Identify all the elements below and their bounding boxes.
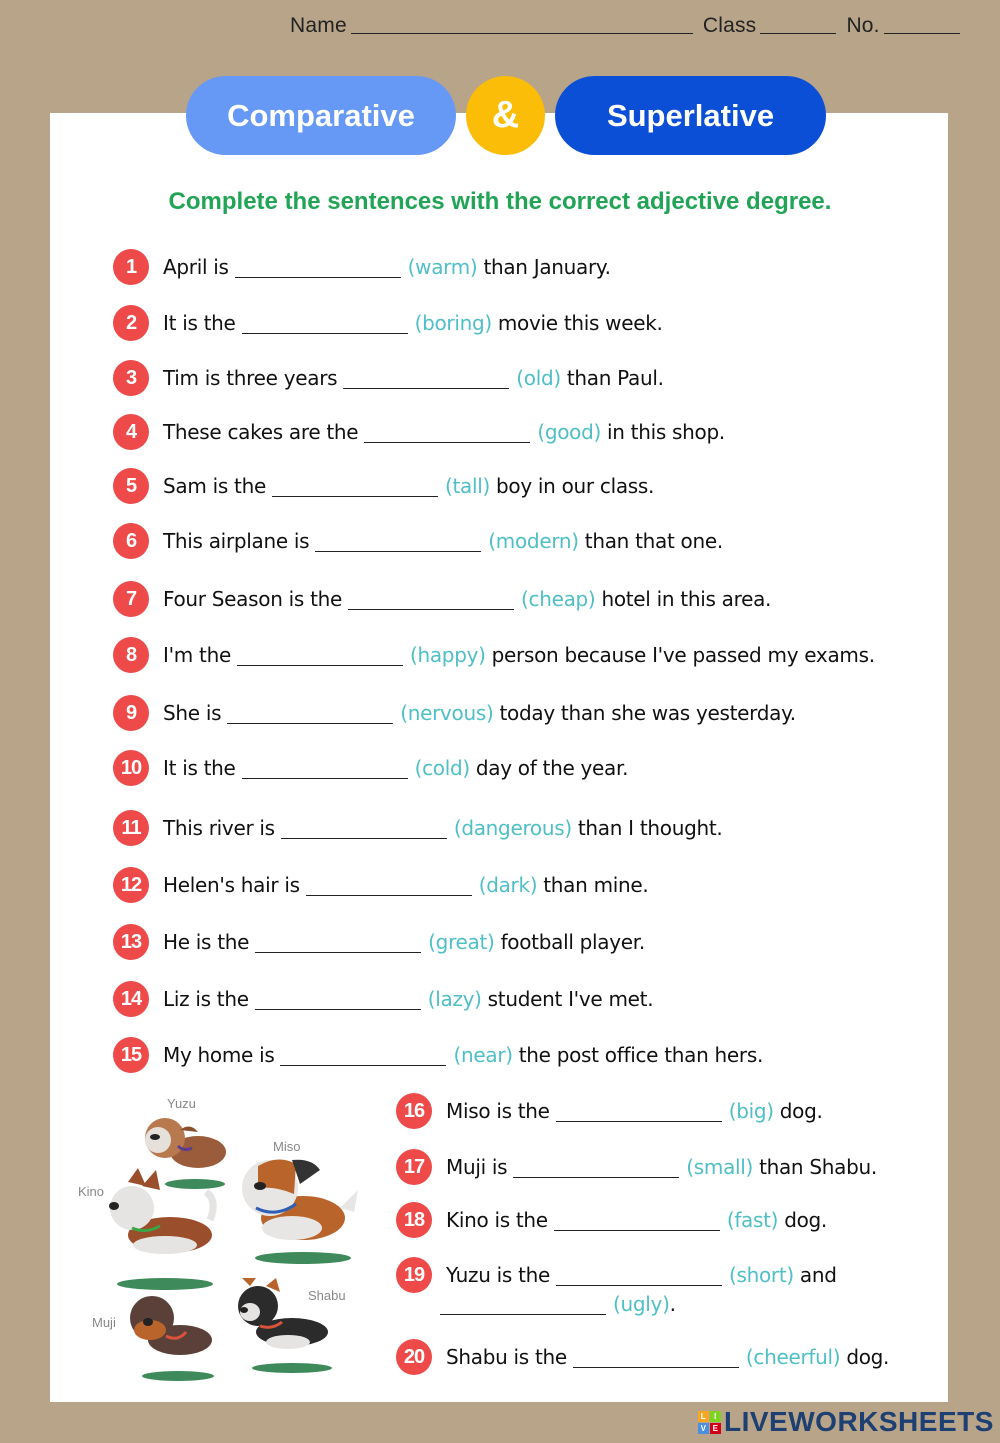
dogs-image bbox=[70, 1090, 370, 1390]
question-7 bbox=[113, 581, 771, 617]
question-text: . bbox=[669, 1292, 676, 1316]
question-8 bbox=[113, 637, 875, 673]
question-text: Yuzu is the bbox=[446, 1263, 550, 1287]
adjective-hint: (small) bbox=[686, 1155, 754, 1179]
question-number-badge: 16 bbox=[396, 1093, 432, 1129]
adjective-hint: (fast) bbox=[726, 1208, 779, 1232]
question-text: person because I've passed my exams. bbox=[491, 643, 875, 667]
question-1 bbox=[113, 249, 611, 285]
question-13 bbox=[113, 924, 645, 960]
question-number-badge: 2 bbox=[113, 305, 149, 341]
question-text: day of the year. bbox=[475, 756, 629, 780]
question-text: Sam is the bbox=[163, 474, 266, 498]
question-text: than that one. bbox=[584, 529, 723, 553]
question-text: than mine. bbox=[543, 873, 649, 897]
question-number-badge: 18 bbox=[396, 1202, 432, 1238]
brand-logo-icon bbox=[698, 1411, 721, 1434]
adjective-hint: (cold) bbox=[414, 756, 470, 780]
question-number-badge: 13 bbox=[113, 924, 149, 960]
adjective-hint: (big) bbox=[728, 1099, 774, 1123]
question-18 bbox=[396, 1202, 827, 1238]
question-text: dog. bbox=[779, 1099, 823, 1123]
question-15 bbox=[113, 1037, 763, 1073]
adjective-hint: (ugly) bbox=[613, 1292, 670, 1316]
question-number-badge: 19 bbox=[396, 1257, 432, 1293]
question-text: than Shabu. bbox=[759, 1155, 877, 1179]
adjective-hint: (lazy) bbox=[427, 987, 482, 1011]
answer-blank[interactable] bbox=[242, 313, 408, 334]
name-label: Name bbox=[290, 14, 347, 37]
question-text: student I've met. bbox=[487, 987, 654, 1011]
question-text: My home is bbox=[163, 1043, 275, 1067]
adjective-hint: (happy) bbox=[409, 643, 486, 667]
question-19-line-2 bbox=[440, 1292, 676, 1316]
logo-letter: I bbox=[710, 1411, 721, 1422]
adjective-hint: (great) bbox=[428, 930, 495, 954]
question-text: today than she was yesterday. bbox=[499, 701, 796, 725]
class-label: Class bbox=[702, 14, 757, 37]
liveworksheets-logo bbox=[698, 1406, 994, 1438]
answer-blank[interactable] bbox=[237, 645, 403, 666]
question-text: boy in our class. bbox=[495, 474, 655, 498]
dog-label-shabu: Shabu bbox=[308, 1288, 346, 1303]
question-16 bbox=[396, 1093, 823, 1129]
question-text: This airplane is bbox=[163, 529, 310, 553]
question-9 bbox=[113, 695, 796, 731]
adjective-hint: (boring) bbox=[414, 311, 492, 335]
question-19 bbox=[396, 1257, 837, 1293]
name-field[interactable] bbox=[351, 15, 693, 34]
question-text: Four Season is the bbox=[163, 587, 342, 611]
question-number-badge: 11 bbox=[113, 810, 149, 846]
adjective-hint: (good) bbox=[537, 420, 601, 444]
question-text: Muji is bbox=[446, 1155, 508, 1179]
answer-blank[interactable] bbox=[306, 875, 472, 896]
question-text: than January. bbox=[483, 255, 611, 279]
question-number-badge: 12 bbox=[113, 867, 149, 903]
question-text: than Paul. bbox=[566, 366, 664, 390]
question-text: It is the bbox=[163, 311, 236, 335]
question-text: This river is bbox=[163, 816, 275, 840]
question-text: April is bbox=[163, 255, 229, 279]
answer-blank[interactable] bbox=[364, 422, 530, 443]
adjective-hint: (short) bbox=[729, 1263, 794, 1287]
question-text: dog. bbox=[846, 1345, 890, 1369]
question-2 bbox=[113, 305, 663, 341]
question-text: He is the bbox=[163, 930, 250, 954]
question-text: Shabu is the bbox=[446, 1345, 567, 1369]
question-6 bbox=[113, 523, 723, 559]
instruction-text: Complete the sentences with the correct adjective degree. bbox=[168, 188, 832, 215]
answer-blank[interactable] bbox=[315, 531, 481, 552]
question-text: in this shop. bbox=[606, 420, 725, 444]
answer-blank[interactable] bbox=[281, 818, 447, 839]
dogs-illustration bbox=[70, 1090, 370, 1390]
muji-dog-icon bbox=[130, 1296, 212, 1355]
question-number-badge: 7 bbox=[113, 581, 149, 617]
question-11 bbox=[113, 810, 722, 846]
comparative-title: Comparative bbox=[186, 76, 456, 155]
miso-dog-icon bbox=[242, 1159, 358, 1240]
answer-blank[interactable] bbox=[280, 1045, 446, 1066]
question-number-badge: 10 bbox=[113, 750, 149, 786]
answer-blank[interactable] bbox=[242, 758, 408, 779]
question-12 bbox=[113, 867, 648, 903]
adjective-hint: (old) bbox=[516, 366, 561, 390]
question-number-badge: 5 bbox=[113, 468, 149, 504]
answer-blank[interactable] bbox=[255, 932, 421, 953]
question-10 bbox=[113, 750, 628, 786]
question-text: and bbox=[799, 1263, 837, 1287]
question-text: dog. bbox=[784, 1208, 827, 1232]
question-number-badge: 4 bbox=[113, 414, 149, 450]
answer-blank[interactable] bbox=[255, 989, 421, 1010]
dog-label-miso: Miso bbox=[273, 1139, 301, 1154]
answer-blank[interactable] bbox=[556, 1101, 722, 1122]
question-number-badge: 17 bbox=[396, 1149, 432, 1185]
question-14 bbox=[113, 981, 653, 1017]
answer-blank[interactable] bbox=[272, 476, 438, 497]
adjective-hint: (tall) bbox=[444, 474, 490, 498]
question-number-badge: 1 bbox=[113, 249, 149, 285]
question-number-badge: 3 bbox=[113, 360, 149, 396]
dog-label-yuzu: Yuzu bbox=[167, 1096, 196, 1111]
class-field[interactable] bbox=[760, 15, 836, 34]
brand-name: LIVEWORKSHEETS bbox=[724, 1406, 994, 1437]
question-text: She is bbox=[163, 701, 222, 725]
question-text: hotel in this area. bbox=[601, 587, 772, 611]
question-number-badge: 6 bbox=[113, 523, 149, 559]
question-text: movie this week. bbox=[497, 311, 663, 335]
question-20 bbox=[396, 1339, 889, 1375]
logo-letter: L bbox=[698, 1411, 709, 1422]
question-text: It is the bbox=[163, 756, 236, 780]
adjective-hint: (modern) bbox=[488, 529, 579, 553]
adjective-hint: (dangerous) bbox=[453, 816, 572, 840]
ampersand-title: & bbox=[466, 76, 545, 155]
answer-blank[interactable] bbox=[556, 1265, 722, 1286]
question-number-badge: 15 bbox=[113, 1037, 149, 1073]
dog-label-kino: Kino bbox=[78, 1184, 105, 1199]
answer-blank[interactable] bbox=[348, 589, 514, 610]
question-text: football player. bbox=[500, 930, 645, 954]
question-3 bbox=[113, 360, 664, 396]
question-text: the post office than hers. bbox=[518, 1043, 764, 1067]
question-4 bbox=[113, 414, 725, 450]
question-text: Kino is the bbox=[446, 1208, 548, 1232]
superlative-title: Superlative bbox=[555, 76, 826, 155]
answer-blank[interactable] bbox=[554, 1210, 720, 1231]
student-info-line bbox=[290, 14, 964, 38]
answer-blank[interactable] bbox=[235, 257, 401, 278]
question-number-badge: 20 bbox=[396, 1339, 432, 1375]
adjective-hint: (warm) bbox=[407, 255, 478, 279]
question-text: Miso is the bbox=[446, 1099, 550, 1123]
question-text: than I thought. bbox=[577, 816, 723, 840]
question-17 bbox=[396, 1149, 877, 1185]
question-text: Helen's hair is bbox=[163, 873, 300, 897]
question-5 bbox=[113, 468, 654, 504]
question-number-badge: 8 bbox=[113, 637, 149, 673]
answer-blank[interactable] bbox=[573, 1347, 739, 1368]
question-number-badge: 9 bbox=[113, 695, 149, 731]
question-text: Liz is the bbox=[163, 987, 249, 1011]
no-label: No. bbox=[846, 14, 880, 37]
dog-label-muji: Muji bbox=[92, 1315, 116, 1330]
adjective-hint: (cheap) bbox=[521, 587, 596, 611]
adjective-hint: (nervous) bbox=[400, 701, 494, 725]
yuzu-dog-icon bbox=[145, 1118, 226, 1168]
question-text: These cakes are the bbox=[163, 420, 359, 444]
answer-blank[interactable] bbox=[440, 1294, 606, 1315]
question-text: I'm the bbox=[163, 643, 231, 667]
logo-letter: E bbox=[710, 1423, 721, 1434]
adjective-hint: (dark) bbox=[478, 873, 538, 897]
logo-letter: V bbox=[698, 1423, 709, 1434]
adjective-hint: (near) bbox=[453, 1043, 513, 1067]
answer-blank[interactable] bbox=[513, 1157, 679, 1178]
answer-blank[interactable] bbox=[227, 703, 393, 724]
adjective-hint: (cheerful) bbox=[745, 1345, 841, 1369]
question-number-badge: 14 bbox=[113, 981, 149, 1017]
question-text: Tim is three years bbox=[163, 366, 338, 390]
number-field[interactable] bbox=[884, 15, 960, 34]
answer-blank[interactable] bbox=[343, 368, 509, 389]
